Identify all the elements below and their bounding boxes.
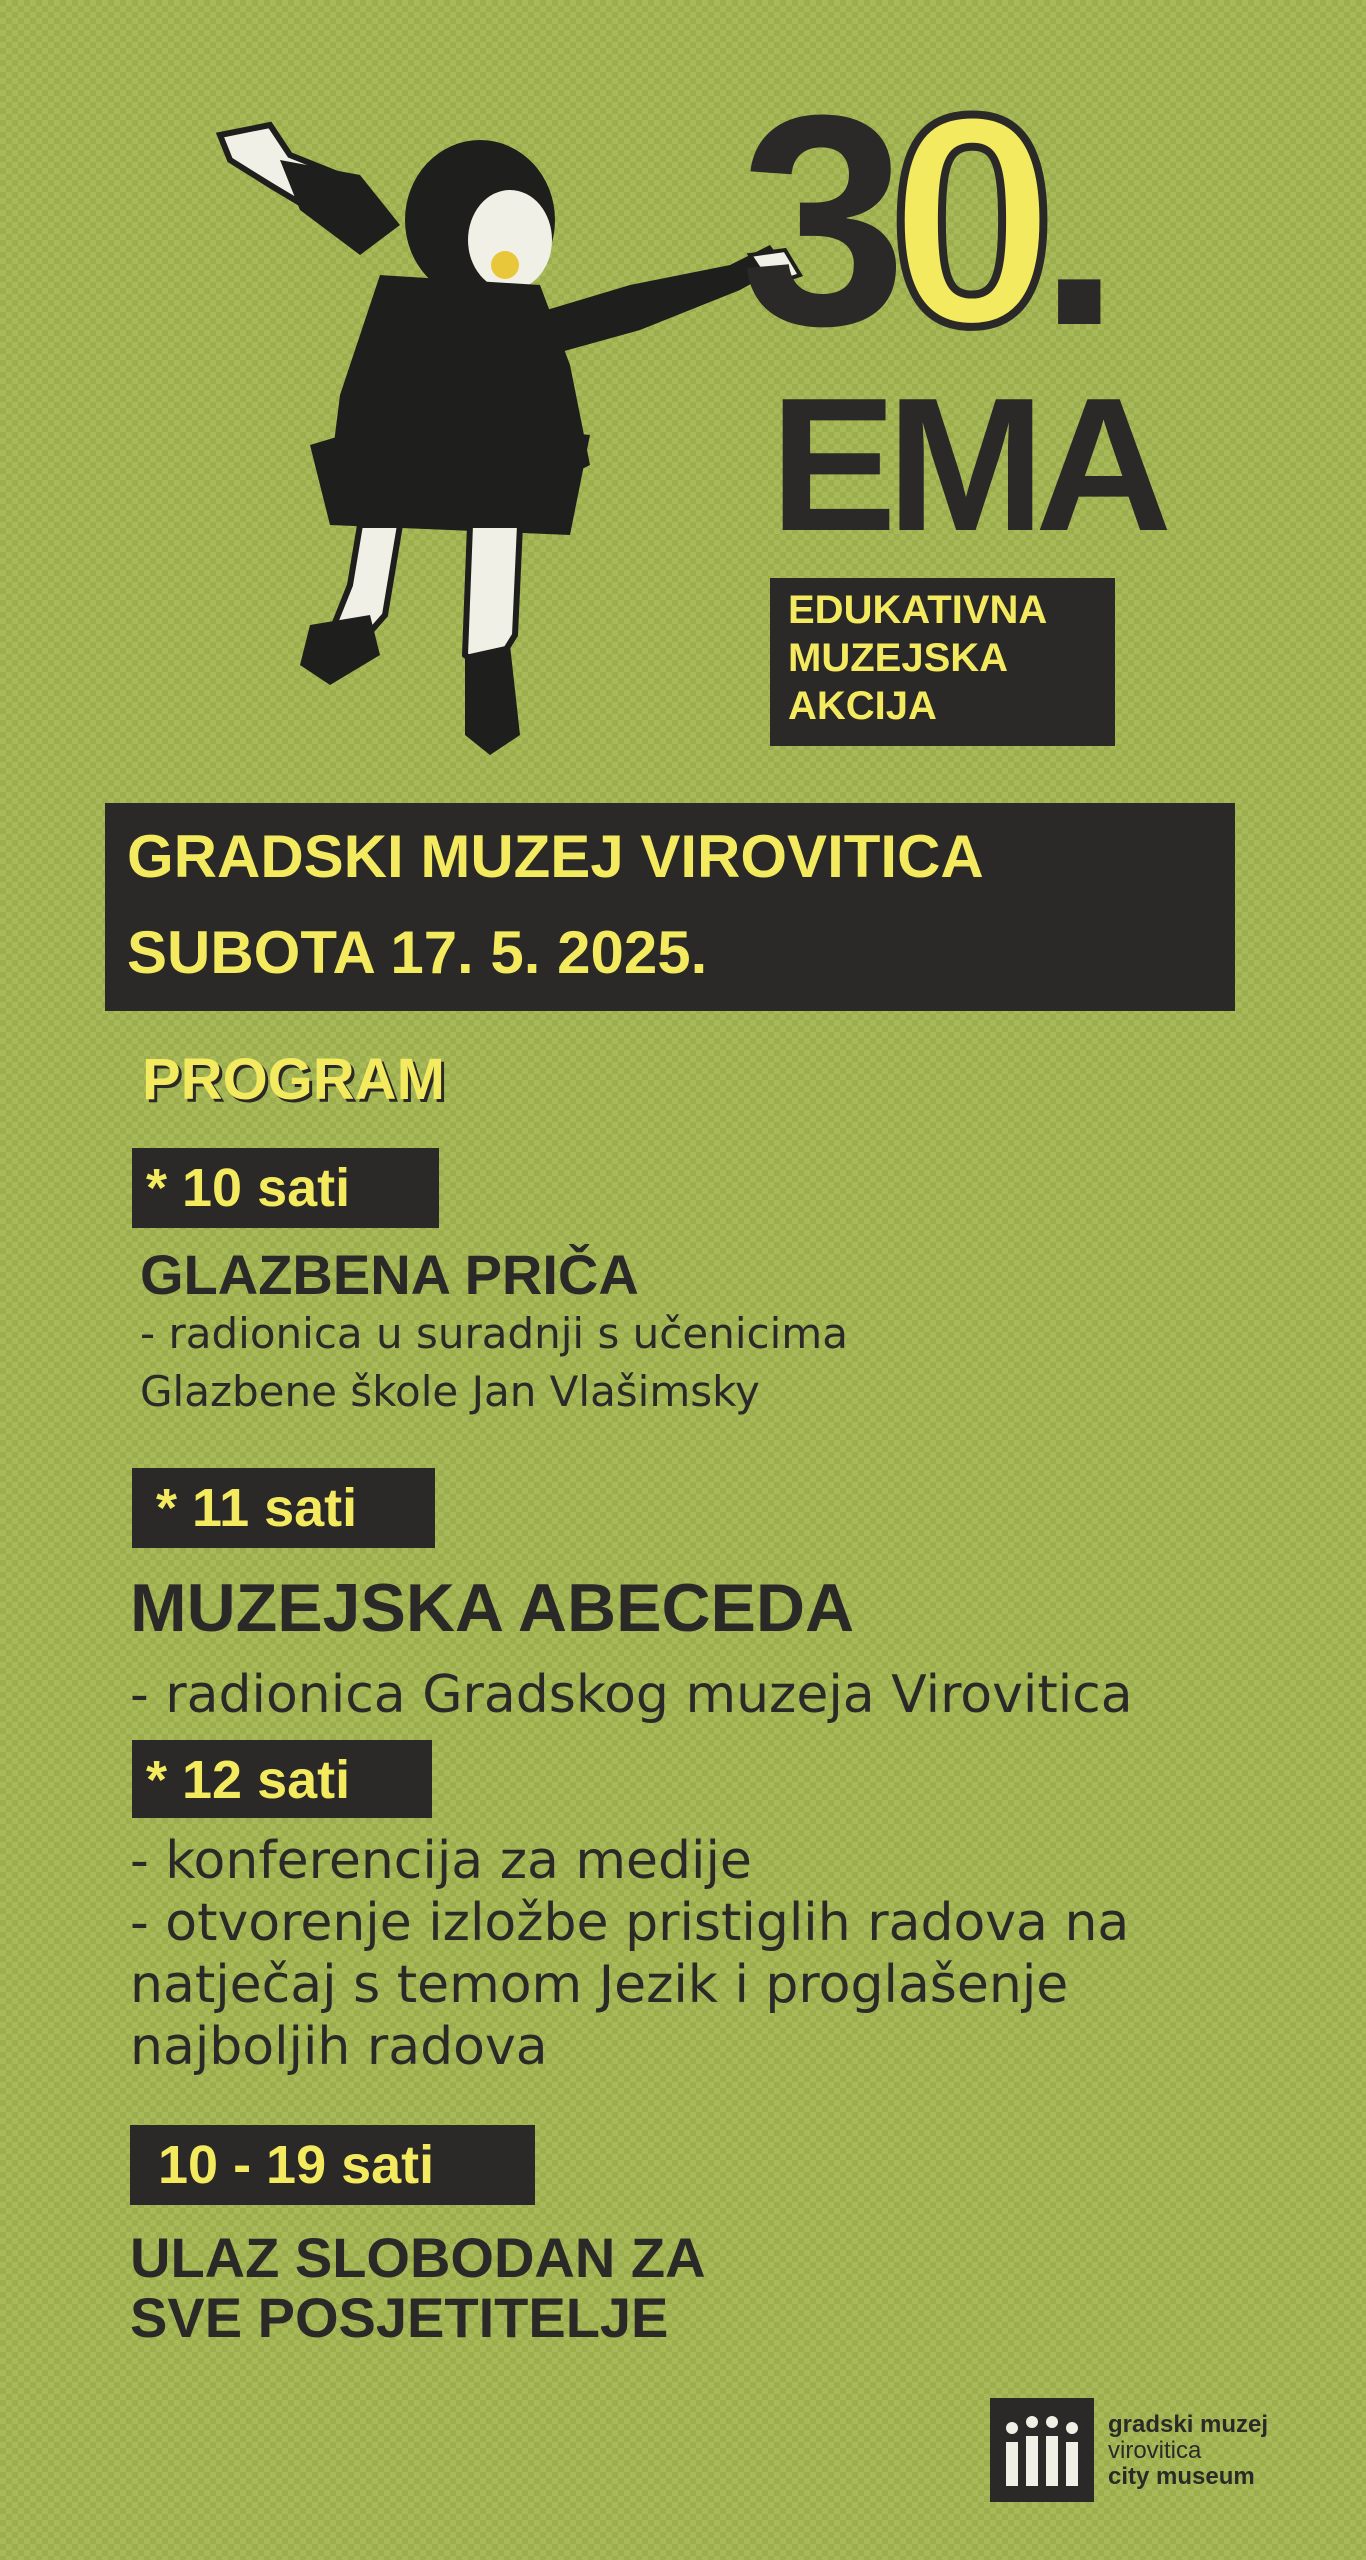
logo-line-1: gradski muzej: [1108, 2411, 1269, 2438]
subtitle-line-2: MUZEJSKA: [788, 636, 1009, 680]
item-line: - radionica Gradskog muzeja Virovitica: [130, 1665, 1133, 1725]
venue-name: GRADSKI MUZEJ VIROVITICA: [127, 823, 984, 890]
free-entry-line-2: SVE POSJETITELJE: [130, 2286, 669, 2349]
item-title-abeceda: MUZEJSKA ABECEDA: [130, 1570, 855, 1646]
logo-line-2: virovitica: [1108, 2437, 1202, 2464]
opening-hours-tag: 10 - 19 sati: [130, 2125, 535, 2205]
item-title-glazbena: GLAZBENA PRIČA: [140, 1243, 639, 1306]
subtitle-line-3: AKCIJA: [788, 684, 937, 728]
program-heading: PROGRAM: [142, 1047, 445, 1112]
event-date: SUBOTA 17. 5. 2025.: [127, 919, 708, 986]
jumping-girl-illustration: [210, 115, 810, 765]
museum-logo-text: [1108, 2412, 1328, 2490]
museum-logo-icon: [990, 2398, 1094, 2502]
item-line: - konferencija za medije: [130, 1831, 752, 1891]
item-line: - otvorenje izložbe pristiglih radova na: [130, 1893, 1130, 1953]
event-title: EMA: [770, 359, 1163, 571]
time-tag-10: * 10 sati: [132, 1148, 439, 1228]
time-tag-12: * 12 sati: [132, 1740, 432, 1818]
item-line: - radionica u suradnji s učenicima: [140, 1309, 848, 1358]
item-description-glazbena: [140, 1305, 848, 1421]
subtitle-line-1: EDUKATIVNA: [788, 588, 1048, 632]
free-entry-notice: [130, 2228, 706, 2348]
item-line: Glazbene škole Jan Vlašimsky: [140, 1367, 760, 1416]
edition-number-dot: .: [1037, 52, 1104, 388]
edition-number: [740, 52, 1260, 388]
museum-logo: [990, 2398, 1320, 2502]
item-line: najboljih radova: [130, 2017, 548, 2077]
logo-line-3: city museum: [1108, 2463, 1255, 2490]
item-description-abeceda: [130, 1660, 1133, 1730]
subtitle-box: [770, 578, 1115, 746]
venue-box: [105, 803, 1235, 1011]
time-tag-11: * 11 sati: [132, 1468, 435, 1548]
free-entry-line-1: ULAZ SLOBODAN ZA: [130, 2226, 706, 2289]
item-line: natječaj s temom Jezik i proglašenje: [130, 1955, 1069, 2015]
item-description-konferencija: [130, 1830, 1129, 2078]
edition-number-digit: 30: [740, 52, 1038, 388]
